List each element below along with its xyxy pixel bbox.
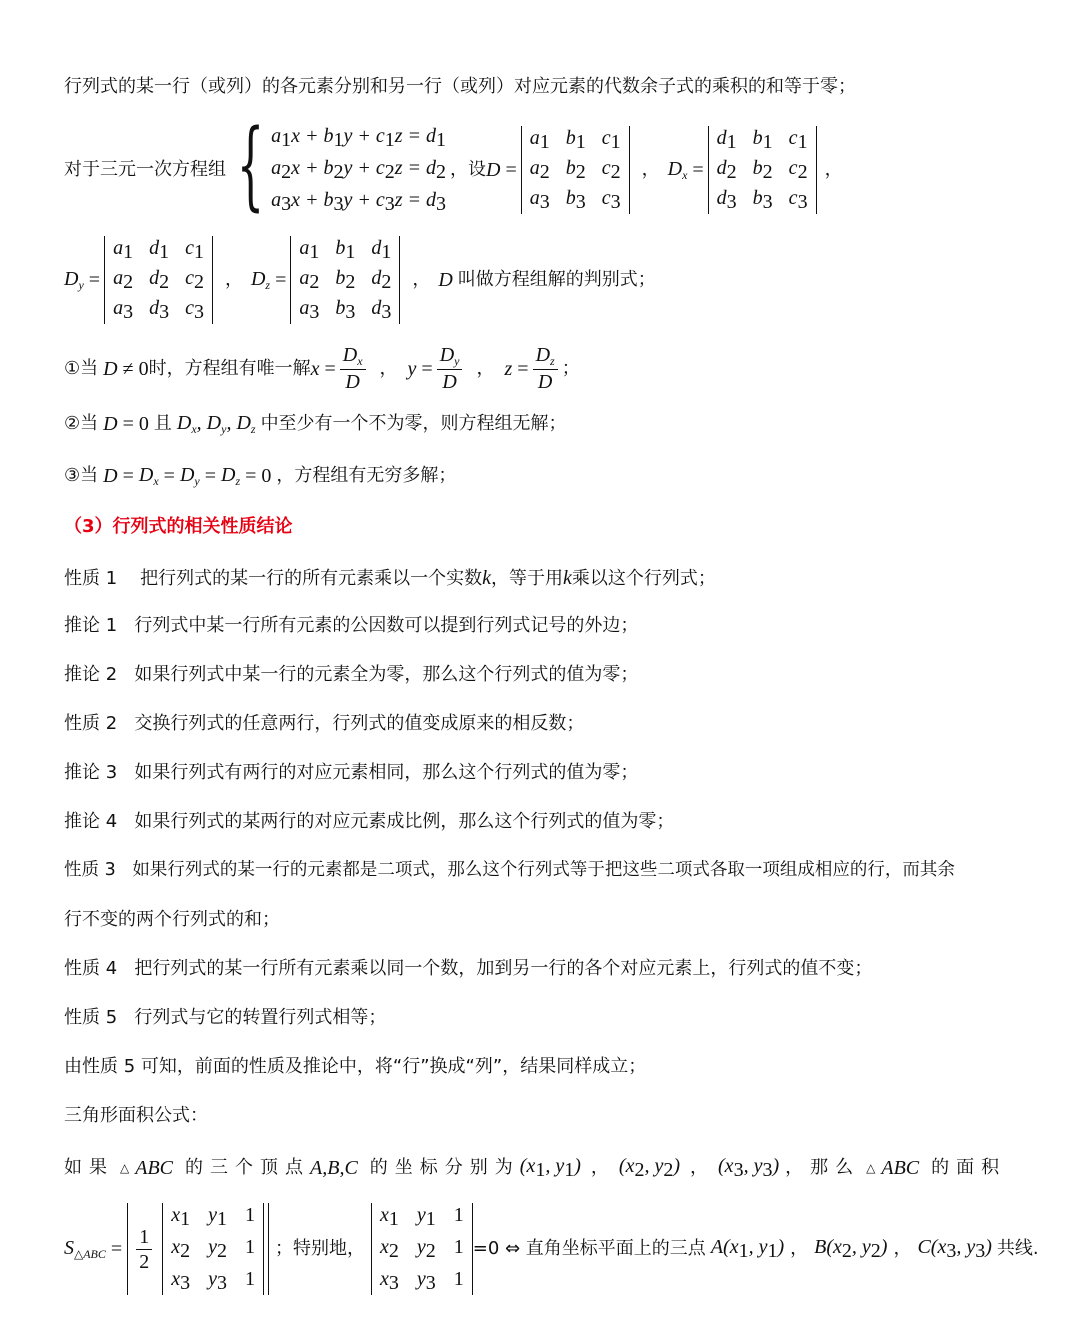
case-3: ③当 D = $D_x$ = $D_y$ = $D_z$ = 0 ，方程组有无穷多解； <box>64 464 457 488</box>
equation-system: { $a_1x + b_1y + c_1z = d_1$ $a_2x + b_2y + c_2z = d_2$ $a_3x + b_3y + c_3z = d_3$ <box>236 109 446 221</box>
property-5: 性质 5 行列式与它的转置行列式相等； <box>64 1007 387 1028</box>
collinear-determinant: $x_1$ $y_1$ 1 $x_2$ $y_2$ 1 $x_3$ $y_3$ 1 <box>371 1203 473 1295</box>
case-2: ②当 D = 0 且 $D_x$, $D_y$, $D_z$ 中至少有一个不为零，则方程组无解； <box>64 412 567 436</box>
corollary-3: 推论 3 如果行列式有两行的对应元素相同，那么这个行列式的值为零； <box>64 762 639 783</box>
determinant-dz: $a_1$ $b_1$ $d_1$ $a_2$ $b_2$ $d_2$ $a_3$ $b_3$ $d_3$ <box>290 236 400 324</box>
area-formula: $S_{\triangle ABC}$ = $\frac{1}{2}$ $x_1$ $y_1$ 1 $x_2$ $y_2$ 1 $x_3$ $y_3$ 1 ；特别地， $x_1$ $y_1$ 1 $x_2$ $y_2$ 1 $x_3$ $y_3$ 1 =0 ⇔ 直角坐标平面上的三点 $A(x_1$, $y_1$) ， $B(x_2$, $y_2$) ， $C(x_3$, $y_3$) 共线. <box>64 1204 1039 1294</box>
property-3: 性质 3 如果行列式的某一行的元素都是二项式，那么这个行列式等于把这些二项式各取一项组成相应的行，而其余 <box>64 860 955 880</box>
judge-text: 叫做方程组解的判别式； <box>457 269 656 290</box>
section-title: （3）行列式的相关性质结论 <box>64 516 293 537</box>
property-1: 性质 1 把行列式的某一行的所有元素乘以一个实数k，等于用k乘以这个行列式； <box>64 567 716 589</box>
area-abs: $\frac{1}{2}$ $x_1$ $y_1$ 1 $x_2$ $y_2$ 1 $x_3$ $y_3$ 1 <box>127 1203 269 1295</box>
corollary-2: 推论 2 如果行列式中某一行的元素全为零，那么这个行列式的值为零； <box>64 664 639 685</box>
system-line: 对于三元一次方程组 { $a_1x + b_1y + c_1z = d_1$ $a_2x + b_2y + c_2z = d_2$ $a_3x + b_3y + c_3z = d_3$ ，设 D = $a_1$ $b_1$ $c_1$ $a_2$ $b_2$ $c_2$ $a_3$ $b_3$ $c_3$ ， $D_x$ = $d_1$ $b_1$ $c_1$ $d_2$ $b_2$ $c_2$ $d_3$ $b_3$ $c_3$ ， <box>64 109 843 221</box>
property-2: 性质 2 交换行列式的任意两行，行列式的值变成原来的相反数； <box>64 713 585 734</box>
area-title: 三角形面积公式： <box>64 1105 208 1126</box>
determinant-dy: $a_1$ $d_1$ $c_1$ $a_2$ $d_2$ $c_2$ $a_3$ $d_3$ $c_3$ <box>104 236 213 324</box>
area-determinant: $x_1$ $y_1$ 1 $x_2$ $y_2$ 1 $x_3$ $y_3$ 1 <box>162 1203 264 1295</box>
remark: 由性质 5 可知，前面的性质及推论中，将“行”换成“列”，结果同样成立； <box>64 1056 647 1077</box>
corollary-1: 推论 1 行列式中某一行所有元素的公因数可以提到行列式记号的外边； <box>64 615 639 636</box>
area-sentence: 如果 △ ABC 的三个顶点 A,B,C 的坐标分别为 ($x_1$, $y_1$) ， ($x_2$, $y_2$) ， ($x_3$, $y_3$) ，那么 △ ABC 的面积 <box>64 1155 1007 1181</box>
determinant-dx: $d_1$ $b_1$ $c_1$ $d_2$ $b_2$ $c_2$ $d_3$ $b_3$ $c_3$ <box>708 126 817 214</box>
property-3-cont: 行不变的两个行列式的和； <box>64 909 280 930</box>
dy-dz-line: $D_y$ = $a_1$ $d_1$ $c_1$ $a_2$ $d_2$ $c_2$ $a_3$ $d_3$ $c_3$ ， $D_z$ = $a_1$ $b_1$ $d_1$ $a_2$ $b_2$ $d_2$ $a_3$ $b_3$ $d_3$ ， D 叫做方程组解的判别式； <box>64 237 656 323</box>
case-1: ①当 D ≠ 0 时，方程组有唯一解 x = $\frac{D_x}{D}$ ， y = $\frac{D_y}{D}$ ， z = $\frac{D_z}{D}$ ； <box>64 344 580 393</box>
intro-line: 行列式的某一行（或列）的各元素分别和另一行（或列）对应元素的代数余子式的乘积的和等于零； <box>64 76 856 97</box>
corollary-4: 推论 4 如果行列式的某两行的对应元素成比例，那么这个行列式的值为零； <box>64 811 675 832</box>
property-4: 性质 4 把行列式的某一行所有元素乘以同一个数，加到另一行的各个对应元素上，行列式的值不变； <box>64 958 873 979</box>
determinant-d: $a_1$ $b_1$ $c_1$ $a_2$ $b_2$ $c_2$ $a_3$ $b_3$ $c_3$ <box>521 126 630 214</box>
set-text: ，设 <box>449 159 486 180</box>
system-prefix: 对于三元一次方程组 <box>64 159 226 180</box>
